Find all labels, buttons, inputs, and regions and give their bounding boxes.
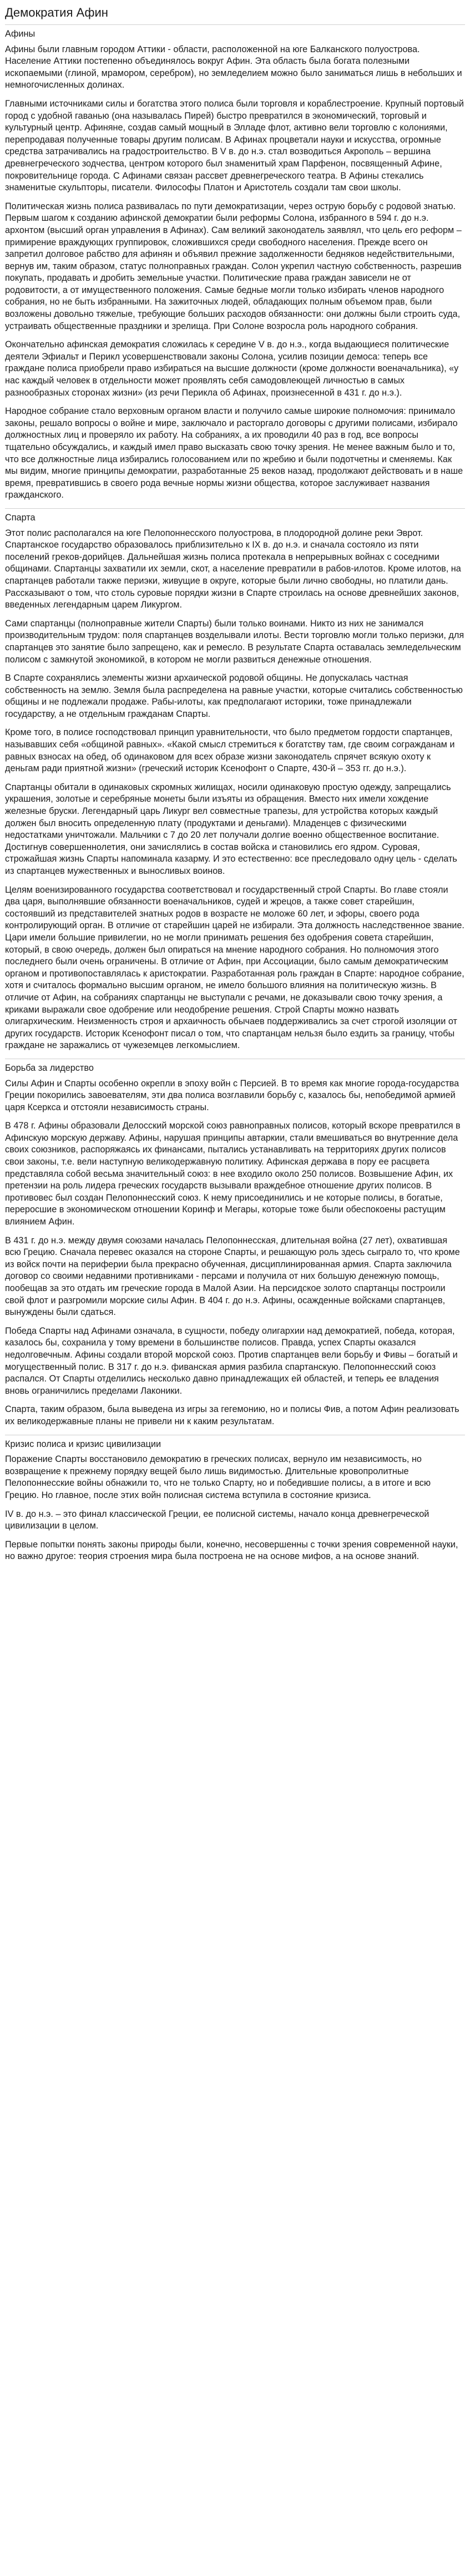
paragraph: В 478 г. Афины образовали Делосский морской союз равноправных полисов, который вскоре превратился в Афинскую морскую державу. Афины, нарушая принципы автаркии, стали вмешиваться во внутренние дела своих союзников, распоряжаясь их финансами, пытались устанавливать на территориях других полисов свои законы, т.е. вели наступную великодержавную политику. Афинская держава в пору ее расцвета представляла собой весьма значительный союз: в нее входило около 250 полисов. Возвышение Афин, их претензии на роль лидера греческих государств вызывали враждебное отношение других полисов. В противовес был создан Пелопоннесский союз. К нему присоединились и не которые полисы, в богатые, переросшие в экономическом отношении Коринф и Мегары, которые тоже были обеспокоены растущим влиянием Афин. xyxy=(5,1121,461,1227)
paragraph: Политическая жизнь полиса развивалась по пути демократизации, через острую борьбу с родовой знатью. Первым шагом к созданию афинской демократии были реформы Солона, избранного в 594 г. до н.э. архонтом (высший орган управления в Афинах). Сам великий законодатель заявлял, что цель его реформ – примирение враждующих группировок, сложившихся среди свободного населения. Прежде всего он запретил долговое рабство для афинян и объявил прежние задолженности бедняков недействительными, вернув им, таким образом, статус полноправных граждан. Солон укрепил частную собственность, разрешив покупать, продавать и дробить земельные участки. Политические права граждан зависели не от родовитости, а от имущественного положения. Самые бедные могли только избирать членов народного собрания, но не быть избранными. На зажиточных людей, обладающих полным объемом прав, были возложены довольно тяжелые, требующие больших расходов обязанности: они должны были строить суда, устраивать общественные праздники и зрелища. При Солоне возросла роль народного собрания. xyxy=(5,201,462,331)
paragraph: Этот полис располагался на юге Пелопоннесского полуострова, в плодородной долине реки Эврот. Спартанское государство образовалось приблизительно к IX в. до н.э. и сначала состояло из пяти поселений греков-дорийцев. Дальнейшая жизнь полиса протекала в непрерывных войнах с соседними общинами. Спартанцы захватили их земли, скот, а население превратили в рабов-илотов. Кроме илотов, на спартанцев работали также периэки, живущие в округе, которые были лично свободны, но платили дань. Рассказывают о том, что столь суровые порядки жизни в Спарте строилась на основе древнейших законов, введенных легендарным царем Ликургом. xyxy=(5,528,461,610)
section-heading: Кризис полиса и кризис цивилизации xyxy=(5,1435,465,1451)
paragraph: В Спарте сохранялись элементы жизни архаической родовой общины. Не допускалась частная собственность на землю. Земля была распределена на равные участки, которые считались собственностью общины и не подлежали продаже. Рабы-илоты, как предполагают историки, тоже принадлежали государству, а не отдельным гражданам Спарты. xyxy=(5,673,463,719)
paragraph: IV в. до н.э. – это финал классической Греции, ее полисной системы, начало конца древнегреческой цивилизации в целом. xyxy=(5,1509,429,1531)
paragraph: Победа Спарты над Афинами означала, в сущности, победу олигархии над демократией, победа, которая, казалось бы, сохранила у тому времени в большинстве полисов. Правда, успех Спарты оказался недолговечным. Афины создали второй морской союз. Против спартанцев вели борьбу и Фивы – богатый и могущественный полис. В 317 г. до н.э. фиванская армия разбила спартанскую. Пелопоннесский союз распался. От Спарты отделились несколько давно принадлежащих ей областей, и теперь ее владения вновь ограничились пределами Лаконики. xyxy=(5,1325,458,1396)
paragraph: Кроме того, в полисе господствовал принцип уравнительности, что было предметом гордости спартанцев, называвших себя «общиной равных». «Какой смысл стремиться к богатству там, где своим согражданам и равных взносах на обед, об одинаковом для всех образе жизни законодатель спрячет всякую охоту к деньгам ради приятной жизни» (греческий историк Ксенофонт о Спарте, 430-й – 353 гг. до н.э.). xyxy=(5,727,455,774)
paragraph: Главными источниками силы и богатства этого полиса были торговля и кораблестроение. Крупный портовый город с удобной гаванью (она называлась Пирей) быстро превратился в экономический, торговый и культурный центр. Афиняне, создав самый мощный в Элладе флот, активно вели торговлю с колониями, перепродавая полученные товары другим полисам. В Афинах процветали науки и искусства, огромные средства затрачивались на градостроительство. В V в. до н.э. стал возводиться Акрополь – вершина древнегреческого зодчества, центром которого был знаменитый храм Парфенон, посвященный Афине, покровительнице города. С Афинами связан рассвет древнегреческого театра. В Афины стекались знаменитые скульпторы, писатели. Философы Платон и Аристотель создали там свои школы. xyxy=(5,98,464,193)
section-sparta xyxy=(5,508,465,1052)
section-leadership xyxy=(5,1059,465,1428)
paragraph: В 431 г. до н.э. между двумя союзами началась Пелопоннесская, длительная война (27 лет), охватившая всю Грецию. Сначала перевес оказался на стороне Спарты, и решающую роль здесь сыграло то, что кроме из войск почти на периферии была прекрасно обученная, дисциплинированная армия. Спарта заключила договор со своими недавними противниками - персами и получила от них большую денежную помощь, пообещав за это отдать им греческие города в Малой Азии. На персидское золото спартанцы построили свой флот и разгромили морские силы Афин. В 404 г. до н.э. Афины, осажденные войсками спартанцев, вынуждены были сдаться. xyxy=(5,1235,460,1318)
section-crisis xyxy=(5,1435,465,1563)
paragraph: Сами спартанцы (полноправные жители Спарты) были только воинами. Никто из них не занимался производительным трудом: поля спартанцев возделывали илоты. Вести торговлю могли только периэки, для спартанцев это занятие было запрещено, как и ремесло. В результате Спарта оставалась земледельческим полисом с замкнутой экономикой, в котором не могли развиться денежные отношения. xyxy=(5,618,464,665)
article xyxy=(5,0,465,1563)
paragraph: Первые попытки понять законы природы были, конечно, несовершенны с точки зрения современной науки, но важно другое: теория строения мира была построена не на основе мифов, а на основе знаний. xyxy=(5,1539,458,1562)
paragraph: Народное собрание стало верховным органом власти и получило самые широкие полномочия: принимало законы, решало вопросы о войне и мире, заключало и расторгало договоры с другими полисами, избирало должностных лиц и проверяло их работу. На собраниях, а их проводили 40 раз в год, все вопросы тщательно обсуждались, и каждый имел право высказать свою точку зрения. Не менее важным было и то, что все должностные лица избирались голосованием или по жребию и были подотчетны и сменяемы. Как мы видим, многие принципы демократии, разработанные 25 веков назад, продолжают действовать и в наше время, превратившись в своего рода вечные нормы жизни общества, которое заслуживает названия гражданского. xyxy=(5,406,463,500)
paragraph: Спартанцы обитали в одинаковых скромных жилищах, носили одинаковую простую одежду, запрещались украшения, золотые и серебряные монеты были изъяты из обращения. Вместо них имели хождение железные бруски. Легендарный царь Ликург вел совместные трапезы, для устройства которых каждый должен был вносить определенную плату (продуктами и деньгами). Младенцев с физическими недостатками уничтожали. Мальчики с 7 до 20 лет получали долгие военно общественное воспитание. Достигнув совершеннолетия, они зачислялись в состав войска и становились его ядром. Суровая, строжайшая жизнь Спарты напоминала казарму. И это естественно: все преследовало одну цель - сделать из спартанцев мужественных и выносливых воинов. xyxy=(5,782,457,876)
section-athens xyxy=(5,24,465,502)
section-heading: Спарта xyxy=(5,508,465,524)
paragraph: Окончательно афинская демократия сложилась к середине V в. до н.э., когда выдающиеся политические деятели Эфиальт и Перикл усовершенствовали законы Солона, усилив позиции демоса: теперь все граждане полиса приобрели право избираться на высшие должности (кроме должности военачальника), «у нас каждый человек в отдельности может проявлять себя самодовлеющей личностью в самых разнообразных сторонах жизни» (из речи Перикла об Афинах, произнесенной в 431 г. до н.э.). xyxy=(5,340,459,398)
page-title: Демократия Афин xyxy=(5,6,108,19)
paragraph: Целям военизированного государства соответствовал и государственный строй Спарты. Во главе стояли два царя, выполнявшие обязанности военачальников, судей и жрецов, а также совет старейшин, состоявший из представителей знатных родов в возрасте не моложе 60 лет, и эфоры, своего рода контролирующий орган. В отличие от старейшин царей не избирали. Эта должность наследственное звание. Цари имели большие привилегии, но не могли принимать решения без одобрения совета старейшин, который, в свою очередь, должен был опираться на мнение народного собрания. Но полномочия этого последнего были очень ограничены. В отличие от Афин, при Ассоциации, было самым демократическим органом и противопоставлялась к аристократии. Разработанная роль граждан в Спарте: народное собрание, хотя и считалось формально высшим органом, не имело большого влияния на политическую жизнь. В отличие от Афин, на собраниях спартанцы не выступали с речами, не доказывали свою точку зрения, а криками выражали свое одобрение или неодобрение решения. Строй Спарты можно назвать олигархическим. Неизменность строя и архаичность обычаев поддерживались за счет строгой изоляции от других государств. Историк Ксенофонт писал о том, что спартанцам нельзя было ездить за границу, чтобы граждане не заражались от чужеземцев легкомыслием. xyxy=(5,884,464,1051)
paragraph: Поражение Спарты восстановило демократию в греческих полисах, вернуло им независимость, но возвращение к прежнему порядку вещей было лишь видимостью. Длительные кровопролитные Пелопоннесские войны обнажили то, что не только Спарту, но и победившие полисы, а в итоге и всю Грецию. Но главное, после этих войн полисная система вступила в состояние кризиса. xyxy=(5,1454,431,1500)
paragraph: Спарта, таким образом, была выведена из игры за гегемонию, но и полисы Фив, а потом Афин реализовать их великодержавные планы не привели ни к каким результатам. xyxy=(5,1404,459,1426)
paragraph: Афины были главным городом Аттики - области, расположенной на юге Балканского полуострова. Население Аттики постепенно объединялось вокруг Афин. Эта область была богата полезными ископаемыми (глиной, мрамором, серебром), но земледелием можно было заниматься лишь в небольших и немногочисленных долинах. xyxy=(5,44,462,90)
section-heading: Афины xyxy=(5,24,465,41)
paragraph: Силы Афин и Спарты особенно окрепли в эпоху войн с Персией. В то время как многие города-государства Греции покорились завоевателям, эти два полиса возглавили борьбу с, казалось бы, непобедимой армией царя Ксеркса и отстояли независимость страны. xyxy=(5,1078,459,1112)
section-heading: Борьба за лидерство xyxy=(5,1059,465,1075)
